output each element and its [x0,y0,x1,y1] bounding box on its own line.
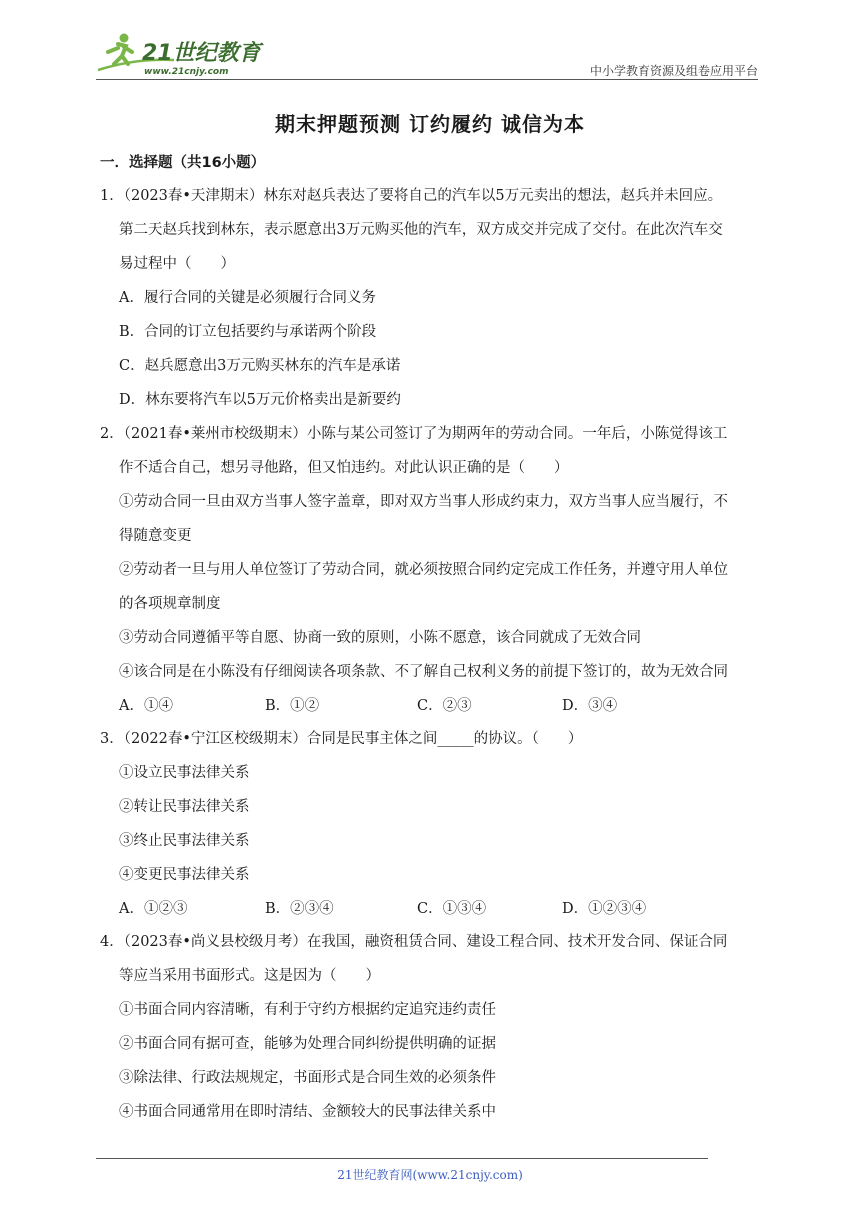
question-4-statement-2: ②书面合同有据可查，能够为处理合同纠纷提供明确的证据 [119,1036,496,1052]
section-heading: 一．选择题（共16小题） [100,155,266,171]
question-4-statement-4: ④书面合同通常用在即时清结、金额较大的民事法律关系中 [119,1104,496,1120]
logo-wordmark: 21世纪教育 [142,41,261,66]
question-1-line-1: 1．（2023春•天津期末）林东对赵兵表达了要将自己的汽车以5万元卖出的想法，赵兵并未回应。 [100,188,723,204]
question-2-statement-4: ④该合同是在小陈没有仔细阅读各项条款、不了解自己权利义务的前提下签订的，故为无效合同 [119,664,728,680]
question-2-option-d: D．③④ [562,698,618,714]
question-3-option-d: D．①②③④ [562,901,647,917]
logo-url: www.21cnjy.com [144,67,229,77]
header-platform-text: 中小学教育资源及组卷应用平台 [589,64,758,78]
question-4-line-1: 4．（2023春•尚义县校级月考）在我国，融资租赁合同、建设工程合同、技术开发合同、保证合同 [100,934,728,950]
question-4-statement-1: ①书面合同内容清晰，有利于守约方根据约定追究违约责任 [119,1002,496,1018]
question-4-statement-3: ③除法律、行政法规规定，书面形式是合同生效的必须条件 [119,1070,496,1086]
question-2-statement-2b: 的各项规章制度 [119,596,221,612]
question-2-line-1: 2．（2021春•莱州市校级期末）小陈与某公司签订了为期两年的劳动合同。一年后，小陈觉得该工 [100,426,728,442]
question-3-option-a: A．①②③ [119,901,188,917]
site-logo [96,30,266,78]
footer-divider [96,1158,708,1159]
question-3-statement-4: ④变更民事法律关系 [119,867,250,883]
question-1-line-2: 第二天赵兵找到林东，表示愿意出3万元购买他的汽车，双方成交并完成了交付。在此次汽车交 [119,222,723,238]
question-1-line-3: 易过程中（ ） [119,256,235,272]
footer-link[interactable]: 21世纪教育网(www.21cnjy.com) [337,1168,523,1182]
header-divider [96,79,758,80]
question-1-option-d: D．林东要将汽车以5万元价格卖出是新要约 [119,392,401,408]
question-2-statement-1b: 得随意变更 [119,528,192,544]
question-2-option-c: C．②③ [417,698,472,714]
question-2-statement-1a: ①劳动合同一旦由双方当事人签字盖章，即对双方当事人形成约束力，双方当事人应当履行，不 [119,494,728,510]
question-1-option-a: A．履行合同的关键是必须履行合同义务 [119,290,376,306]
question-4-line-2: 等应当采用书面形式。这是因为（ ） [119,968,380,984]
question-1-option-b: B．合同的订立包括要约与承诺两个阶段 [119,324,377,340]
question-3-statement-1: ①设立民事法律关系 [119,765,250,781]
question-1-option-c: C．赵兵愿意出3万元购买林东的汽车是承诺 [119,358,401,374]
question-2-statement-3: ③劳动合同遵循平等自愿、协商一致的原则，小陈不愿意，该合同就成了无效合同 [119,630,641,646]
question-3-option-c: C．①③④ [417,901,487,917]
question-2-option-a: A．①④ [119,698,173,714]
question-3-statement-3: ③终止民事法律关系 [119,833,250,849]
question-3-option-b: B．②③④ [265,901,334,917]
question-2-statement-2a: ②劳动者一旦与用人单位签订了劳动合同，就必须按照合同约定完成工作任务，并遵守用人单位 [119,562,728,578]
question-2-line-2: 作不适合自己，想另寻他路，但又怕违约。对此认识正确的是（ ） [119,460,569,476]
question-3-statement-2: ②转让民事法律关系 [119,799,250,815]
question-2-option-b: B．①② [265,698,320,714]
page-title: 期末押题预测 订约履约 诚信为本 [275,112,585,136]
question-3-line-1: 3．（2022春•宁江区校级期末）合同是民事主体之间_____的协议。（ ） [100,731,583,747]
page-header [96,30,758,80]
